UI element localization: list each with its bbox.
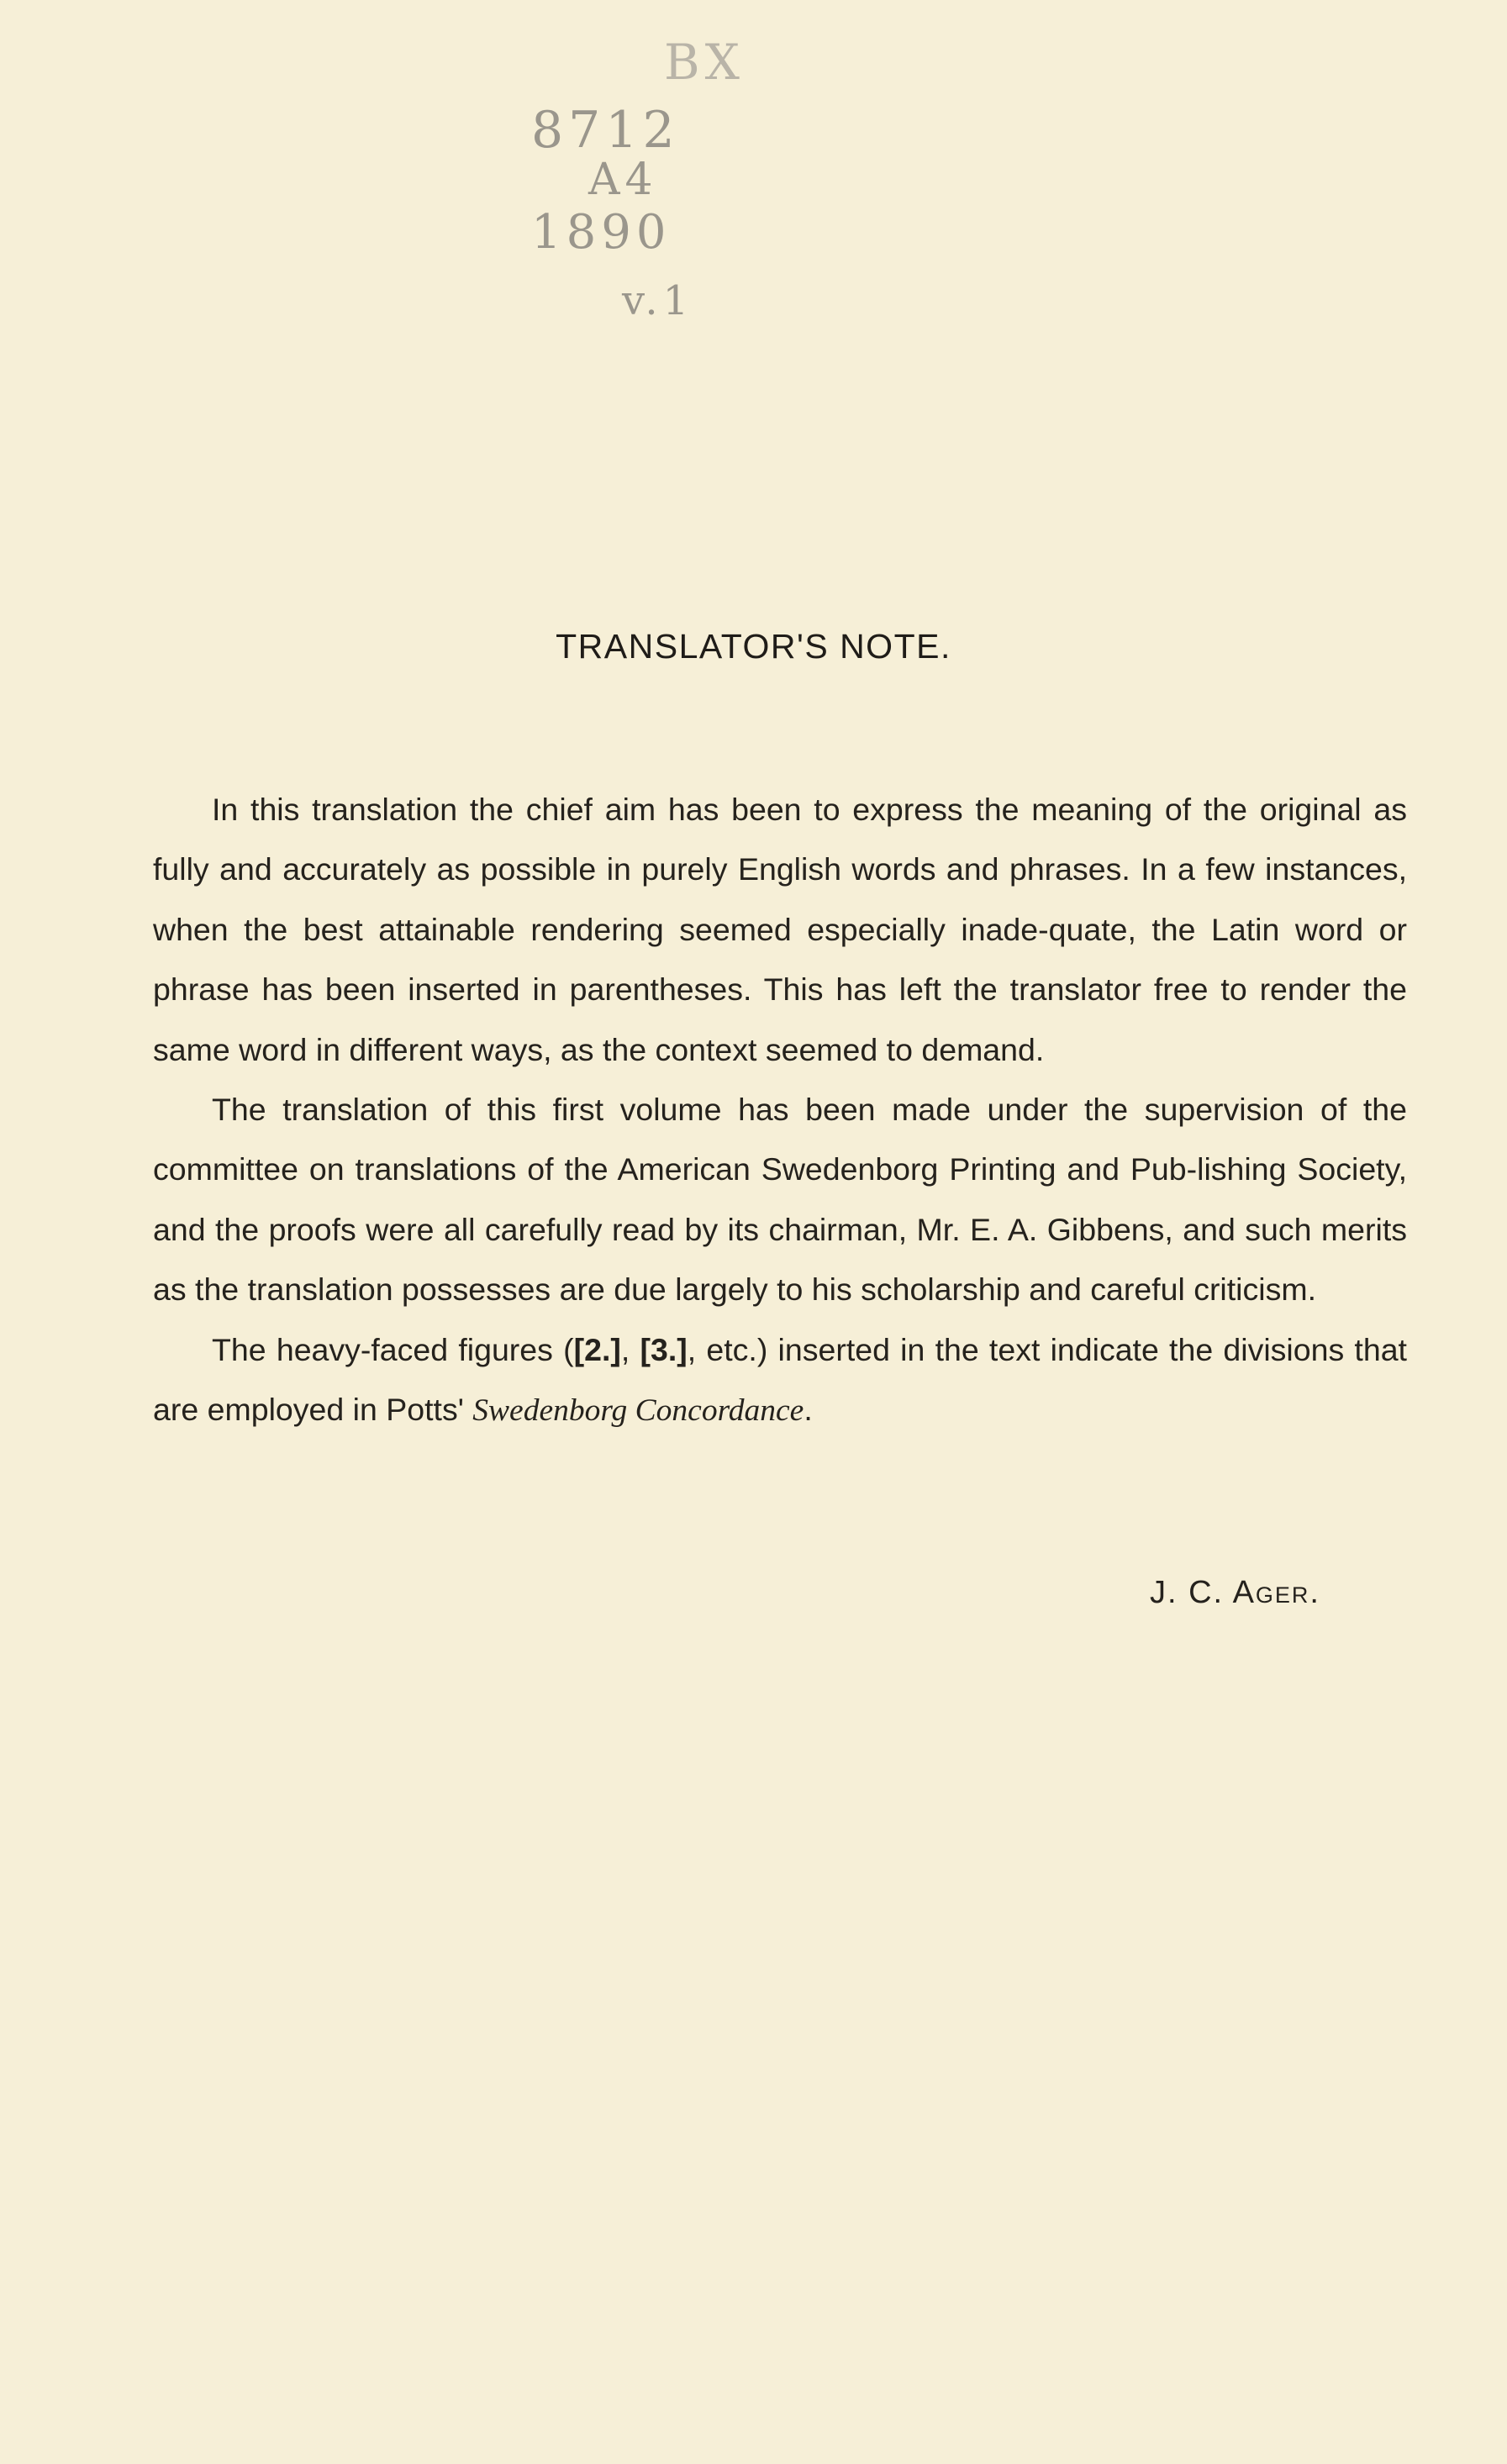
paragraph-1: In this translation the chief aim has been to express the meaning of the original as fully and accurately as possible in purely English words and phrases. In a few instances, when the best attainable rendering seemed especially inade-quate, the Latin word or phrase has been inserted in parentheses. This has left the translator free to render the same word in different ways, as the context seemed to demand. (153, 792, 1407, 1067)
paragraph-2: The translation of this first volume has been made under the supervision of the committee on translations of the American Swedenborg Printing and Pub-lishing Society, and the proofs were all carefully read by its chairman, Mr. E. A. Gibbens, and such merits as the translation possesses are due largely to his scholarship and careful criticism. (153, 1092, 1407, 1308)
paragraph-3 (153, 1320, 1407, 1441)
shelf-mark-line-3: A4 (588, 155, 658, 205)
shelf-mark-line-1: BX (664, 34, 745, 91)
signature: J. C. Ager. (1150, 1575, 1320, 1610)
heavy-figure-1: [2.] (573, 1331, 621, 1367)
note-body (153, 780, 1407, 1440)
paragraph-3-end: . (804, 1392, 813, 1428)
paragraph-3-mid: , etc.) inserted in the text indicate the divisions that are employed in Potts' (153, 1331, 1407, 1428)
shelf-mark-line-2: 8712 (531, 101, 680, 160)
paragraph-3-sep: , (620, 1331, 640, 1367)
paragraph-3-start: The heavy-faced figures ( (212, 1331, 574, 1367)
heavy-figure-2: [3.] (640, 1331, 688, 1367)
shelf-mark-line-5: v.1 (622, 277, 694, 324)
concordance-title: Swedenborg Concordance (472, 1393, 804, 1429)
shelf-mark-line-4: 1890 (531, 205, 672, 260)
page-title: TRANSLATOR'S NOTE. (556, 627, 951, 666)
